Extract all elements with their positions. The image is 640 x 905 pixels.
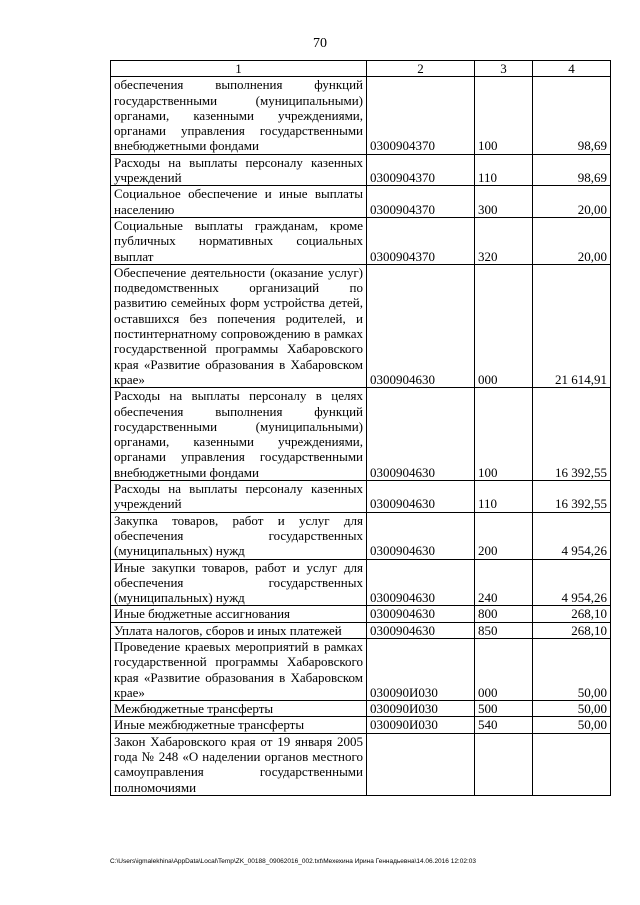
target-code-cell: 0300904630 xyxy=(367,512,475,559)
table-row xyxy=(111,77,611,154)
table-row xyxy=(111,388,611,481)
row-name-cell: Социальное обеспечение и иные выплаты населению xyxy=(111,186,367,218)
expense-type-cell: 850 xyxy=(475,622,533,638)
amount-cell: 21 614,91 xyxy=(533,264,611,387)
target-code-cell: 030090И030 xyxy=(367,701,475,717)
amount-cell: 268,10 xyxy=(533,622,611,638)
target-code-cell xyxy=(367,733,475,795)
table-row xyxy=(111,154,611,186)
table-row xyxy=(111,606,611,622)
target-code-cell: 0300904630 xyxy=(367,481,475,513)
target-code-cell: 0300904370 xyxy=(367,217,475,264)
expense-type-cell xyxy=(475,733,533,795)
table-row xyxy=(111,186,611,218)
expense-type-cell: 300 xyxy=(475,186,533,218)
table-row xyxy=(111,512,611,559)
amount-cell: 98,69 xyxy=(533,154,611,186)
target-code-cell: 030090И030 xyxy=(367,717,475,733)
row-name-cell: Обеспечение деятельности (оказание услуг) подведомственных организаций по развитию семейных форм устройства детей, оставшихся без попечения родителей, и постинтернатному сопровождению в рамках государственной программы Хабаровского края «Развитие образования в Хабаровском крае» xyxy=(111,264,367,387)
amount-cell: 20,00 xyxy=(533,186,611,218)
target-code-cell: 0300904630 xyxy=(367,622,475,638)
expense-type-cell: 100 xyxy=(475,77,533,154)
amount-cell: 98,69 xyxy=(533,77,611,154)
expense-type-cell: 500 xyxy=(475,701,533,717)
target-code-cell: 0300904370 xyxy=(367,186,475,218)
column-header: 3 xyxy=(475,61,533,77)
row-name-cell: Уплата налогов, сборов и иных платежей xyxy=(111,622,367,638)
row-name-cell: Межбюджетные трансферты xyxy=(111,701,367,717)
target-code-cell: 0300904630 xyxy=(367,606,475,622)
row-name-cell: Расходы на выплаты персоналу в целях обеспечения выполнения функций государственными (муниципальными) органами, казенными учреждениями, органами управления государственными внебюджетными фондами xyxy=(111,388,367,481)
amount-cell: 4 954,26 xyxy=(533,559,611,606)
page-number: 70 xyxy=(313,36,327,51)
row-name-cell: Расходы на выплаты персоналу казенных учреждений xyxy=(111,154,367,186)
table-row xyxy=(111,733,611,795)
table-row xyxy=(111,217,611,264)
expense-type-cell: 110 xyxy=(475,481,533,513)
amount-cell: 268,10 xyxy=(533,606,611,622)
table-row xyxy=(111,622,611,638)
amount-cell: 4 954,26 xyxy=(533,512,611,559)
row-name-cell: Проведение краевых мероприятий в рамках государственной программы Хабаровского края «Развитие образования в Хабаровском крае» xyxy=(111,638,367,700)
amount-cell: 16 392,55 xyxy=(533,481,611,513)
amount-cell: 50,00 xyxy=(533,717,611,733)
budget-table xyxy=(110,60,611,796)
table-row xyxy=(111,481,611,513)
amount-cell: 20,00 xyxy=(533,217,611,264)
expense-type-cell: 540 xyxy=(475,717,533,733)
column-header: 4 xyxy=(533,61,611,77)
target-code-cell: 0300904630 xyxy=(367,264,475,387)
table-row xyxy=(111,701,611,717)
row-name-cell: Расходы на выплаты персоналу казенных учреждений xyxy=(111,481,367,513)
expense-type-cell: 200 xyxy=(475,512,533,559)
target-code-cell: 0300904370 xyxy=(367,154,475,186)
table-row xyxy=(111,559,611,606)
amount-cell: 50,00 xyxy=(533,701,611,717)
target-code-cell: 0300904630 xyxy=(367,388,475,481)
row-name-cell: Иные бюджетные ассигнования xyxy=(111,606,367,622)
expense-type-cell: 800 xyxy=(475,606,533,622)
file-path-footer: C:\Users\igmalekhina\AppData\Local\Temp\ZK_00188_09062016_002.txt\Мехехина Ирина Геннадьевна\14.06.2016 12:02:03 xyxy=(110,858,477,865)
expense-type-cell: 110 xyxy=(475,154,533,186)
row-name-cell: Закупка товаров, работ и услуг для обеспечения государственных (муниципальных) нужд xyxy=(111,512,367,559)
amount-cell xyxy=(533,733,611,795)
row-name-cell: Иные закупки товаров, работ и услуг для обеспечения государственных (муниципальных) нужд xyxy=(111,559,367,606)
column-header: 1 xyxy=(111,61,367,77)
expense-type-cell: 000 xyxy=(475,264,533,387)
row-name-cell: Закон Хабаровского края от 19 января 2005 года № 248 «О наделении органов местного самоуправления государственными полномочиями xyxy=(111,733,367,795)
table-row xyxy=(111,638,611,700)
target-code-cell: 030090И030 xyxy=(367,638,475,700)
amount-cell: 50,00 xyxy=(533,638,611,700)
row-name-cell: обеспечения выполнения функций государственными (муниципальными) органами, казенными учреждениями, органами управления государственными внебюджетными фондами xyxy=(111,77,367,154)
expense-type-cell: 240 xyxy=(475,559,533,606)
row-name-cell: Социальные выплаты гражданам, кроме публичных нормативных социальных выплат xyxy=(111,217,367,264)
row-name-cell: Иные межбюджетные трансферты xyxy=(111,717,367,733)
amount-cell: 16 392,55 xyxy=(533,388,611,481)
header-row xyxy=(111,61,611,77)
target-code-cell: 0300904370 xyxy=(367,77,475,154)
table-row xyxy=(111,264,611,387)
target-code-cell: 0300904630 xyxy=(367,559,475,606)
expense-type-cell: 000 xyxy=(475,638,533,700)
expense-type-cell: 320 xyxy=(475,217,533,264)
table-row xyxy=(111,717,611,733)
expense-type-cell: 100 xyxy=(475,388,533,481)
column-header: 2 xyxy=(367,61,475,77)
